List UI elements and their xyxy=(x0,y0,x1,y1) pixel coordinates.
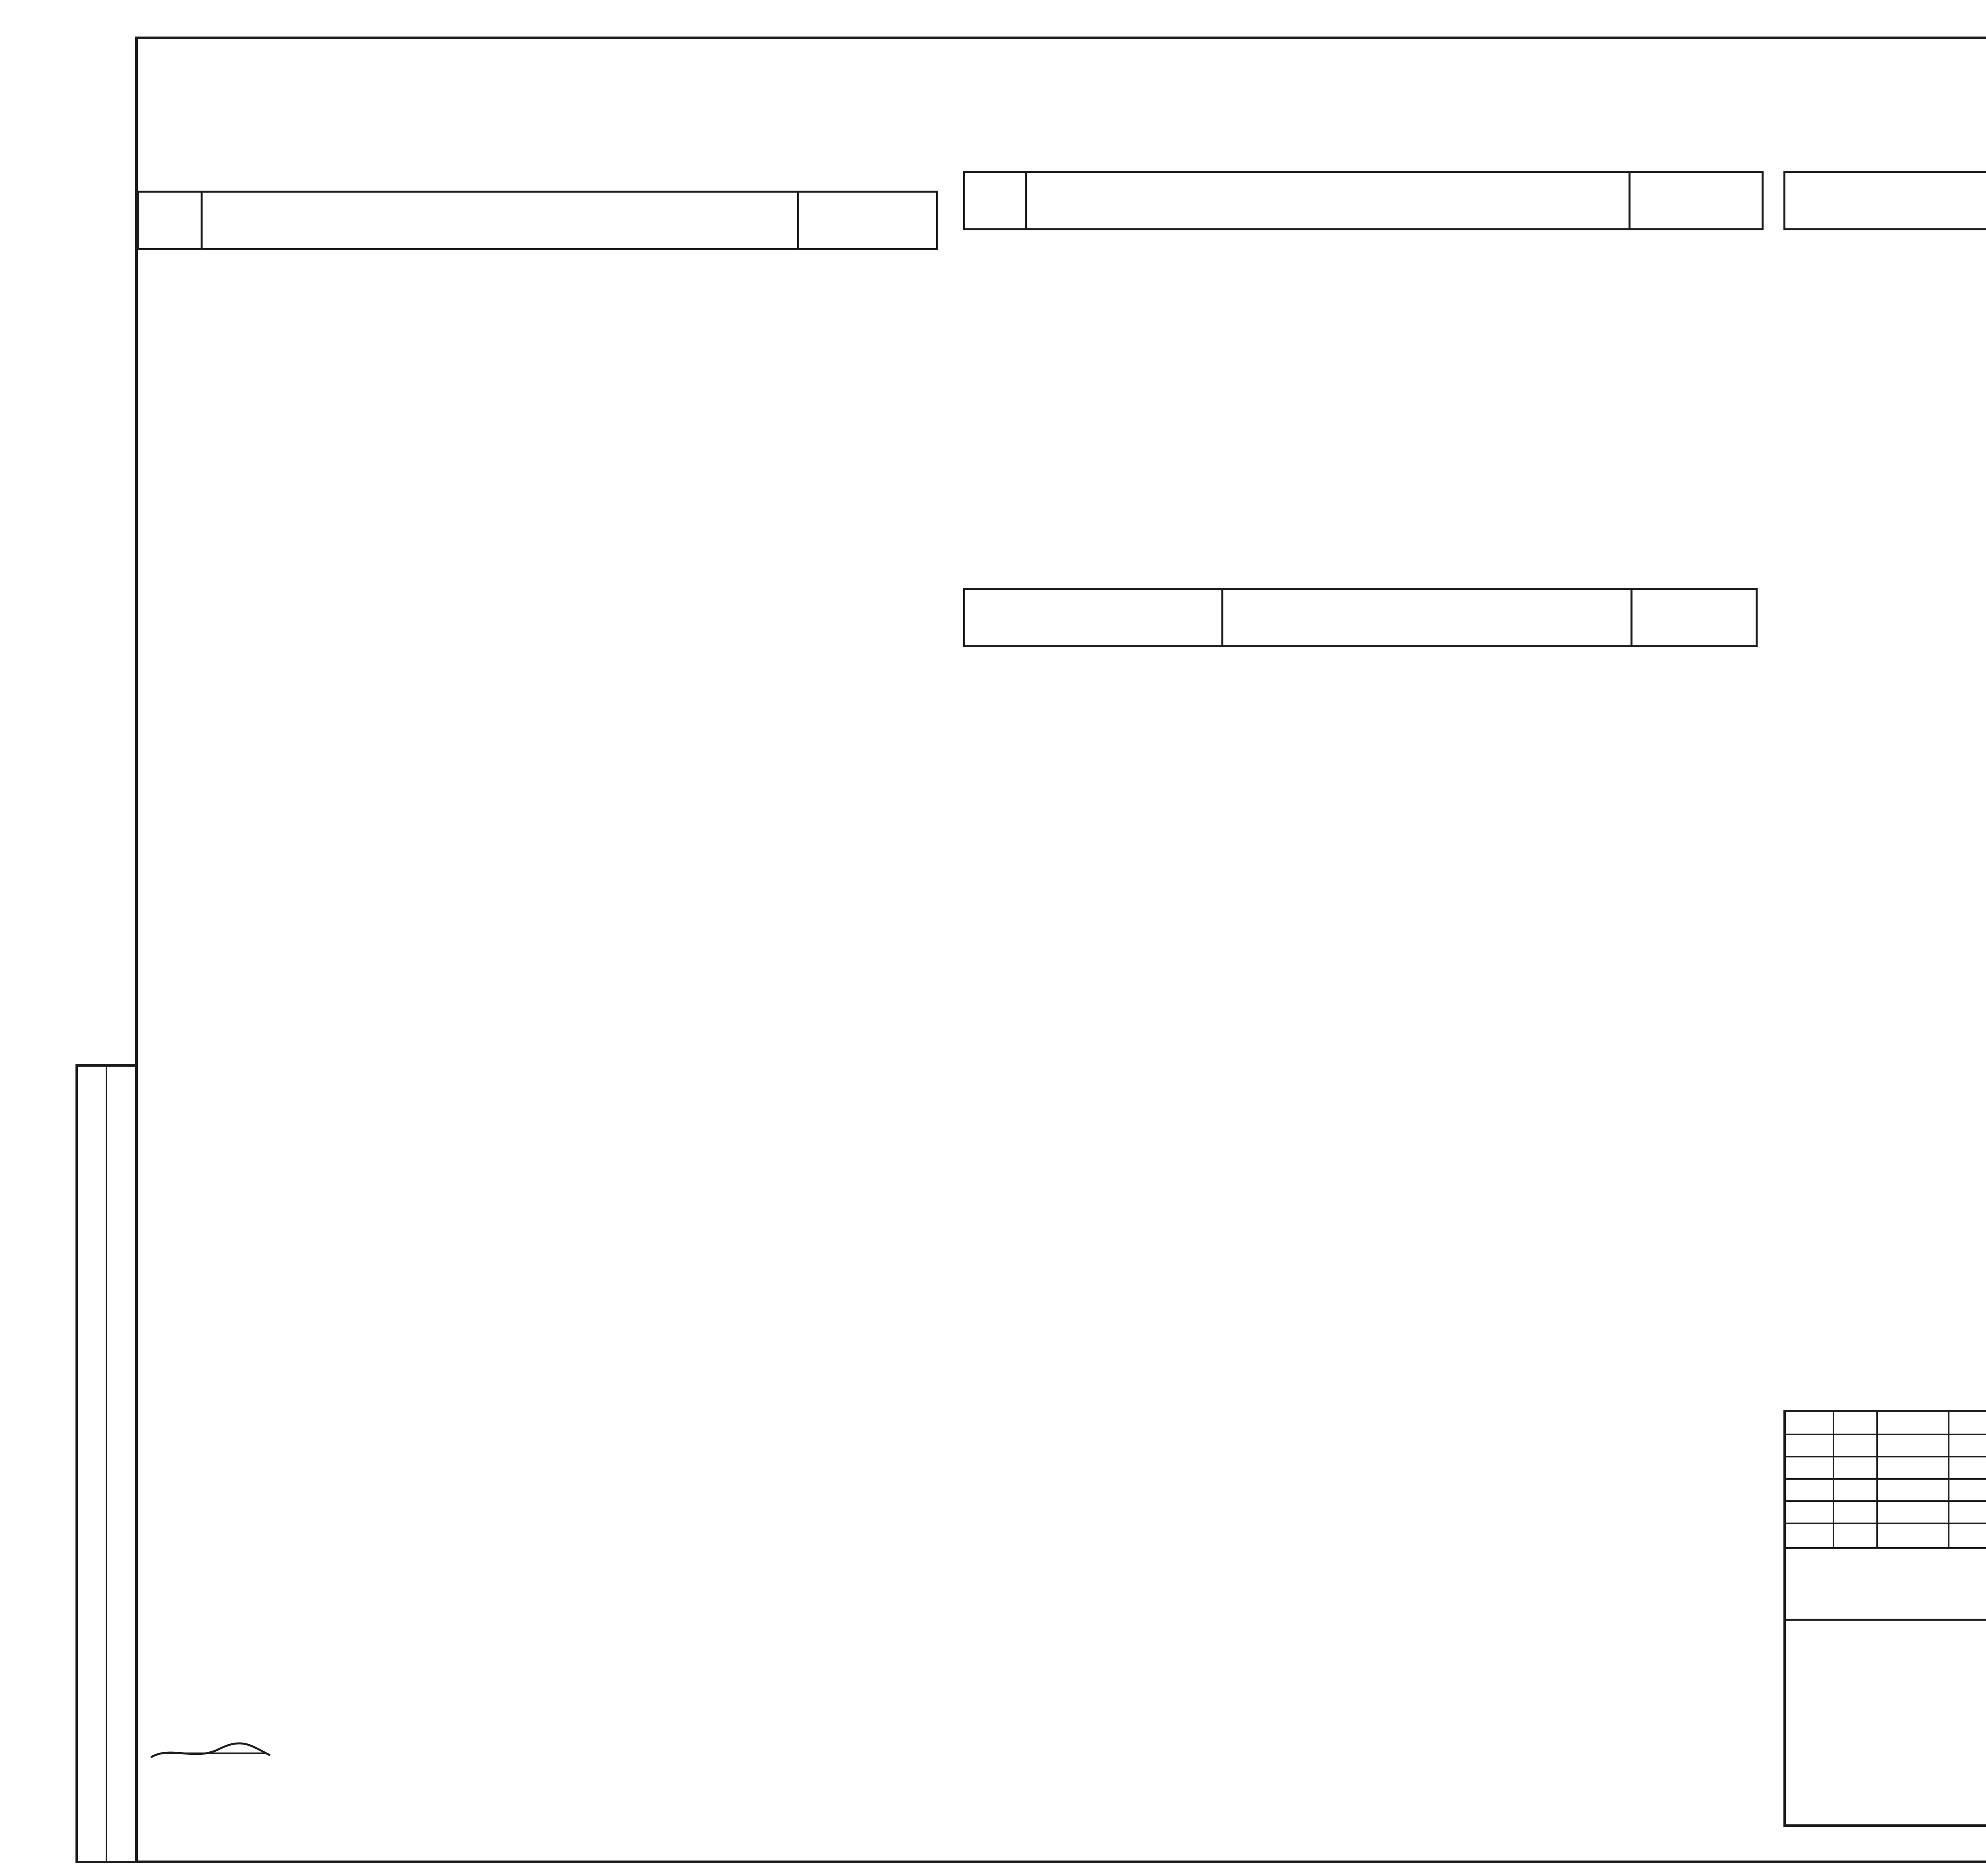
chief-engineer-line xyxy=(147,1737,278,1771)
title-block-hline-2 xyxy=(1786,1619,1986,1621)
col1-header-sheet xyxy=(138,192,202,249)
col2-header-note xyxy=(1630,172,1763,230)
col3-table-header xyxy=(1785,172,1986,230)
col2-refs-header-note xyxy=(1632,589,1757,647)
approval-strip xyxy=(75,1064,137,1863)
col2-refs-header xyxy=(964,589,1757,647)
title-block-hline-1 xyxy=(1786,1547,1986,1549)
title-block-grid-left xyxy=(1786,1412,1986,1547)
drawing-frame xyxy=(135,37,1986,1863)
chief-engineer-signature xyxy=(147,1737,278,1771)
col2-table xyxy=(963,171,1764,230)
col1-table-header xyxy=(138,192,937,249)
col3-header-code xyxy=(1785,172,1986,230)
col2-refs-header-name xyxy=(1223,589,1632,647)
col2-header-sheet xyxy=(964,172,1026,230)
col1-header-note xyxy=(798,192,937,249)
col2-header-name xyxy=(1026,172,1630,230)
col2-refs-header-code xyxy=(964,589,1223,647)
col2-refs-table xyxy=(963,588,1758,647)
col1-table xyxy=(137,191,938,250)
title-block-grid-lines xyxy=(1786,1412,1986,1547)
col2-table-header xyxy=(964,172,1763,230)
col3-table xyxy=(1783,171,1986,230)
approval-strip-inner-line xyxy=(106,1067,107,1861)
col1-header-name xyxy=(202,192,798,249)
title-block xyxy=(1783,1410,1986,1827)
